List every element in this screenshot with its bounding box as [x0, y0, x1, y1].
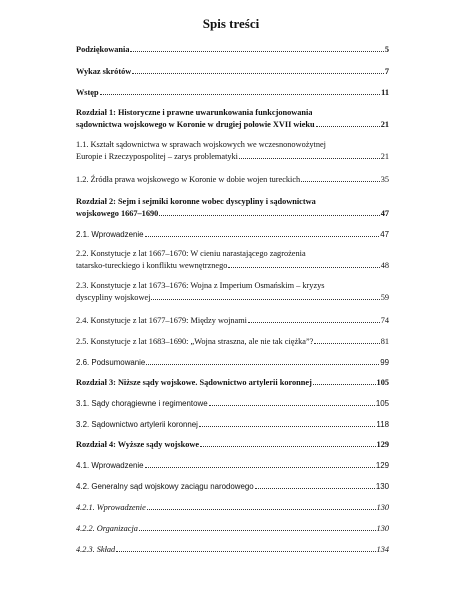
toc-page-number: 74 — [380, 316, 389, 325]
dot-leader — [145, 236, 380, 237]
toc-entry-text: 4.2.3. Skład — [76, 545, 116, 554]
dot-leader — [100, 94, 381, 95]
dot-leader — [199, 426, 375, 427]
toc-page-number: 59 — [380, 293, 389, 302]
toc-entry-text: Rozdział 4: Wyższe sądy wojskowe — [76, 440, 200, 449]
toc-entry[interactable] — [76, 315, 389, 327]
toc-page-number: 105 — [376, 378, 389, 387]
toc-entry-line — [76, 151, 389, 163]
toc-entry[interactable] — [76, 377, 389, 389]
toc-entry-text: Rozdział 3: Niższe sądy wojskowe. Sądownictwo artylerii koronnej — [76, 378, 312, 387]
toc-entry[interactable] — [76, 544, 389, 556]
toc-entry-line — [76, 87, 389, 99]
toc-entry-line — [76, 523, 389, 535]
toc-page-number: 35 — [380, 175, 389, 184]
toc-entry-text: 2.1. Wprowadzenie — [76, 230, 144, 239]
dot-leader — [228, 267, 379, 268]
toc-entry-line — [76, 107, 389, 119]
toc-entry-line — [76, 248, 389, 260]
toc-entry-text: 4.2.2. Organizacja — [76, 524, 138, 533]
toc-entry[interactable] — [76, 248, 389, 272]
dot-leader — [132, 73, 384, 74]
toc-entry-line — [76, 139, 389, 151]
page-title: Spis treści — [202, 16, 260, 31]
toc-entry-line — [76, 460, 389, 472]
toc-entry-text: 4.2.1. Wprowadzenie — [76, 503, 146, 512]
toc-entry-line — [76, 398, 389, 410]
toc-page-number: 130 — [375, 482, 389, 491]
dot-leader — [146, 364, 379, 365]
dot-leader — [147, 509, 376, 510]
toc-entry[interactable] — [76, 481, 389, 493]
toc-entry[interactable] — [76, 419, 389, 431]
toc-entry-line — [76, 280, 389, 292]
toc-entry-text: 2.4. Konstytucje z lat 1677–1679: Między wojnami — [76, 316, 247, 325]
toc-entry[interactable] — [76, 336, 389, 348]
toc-entry-line — [76, 66, 389, 78]
toc-entry[interactable] — [76, 439, 389, 451]
toc-entry[interactable] — [76, 357, 389, 369]
toc-entry-line — [76, 439, 389, 451]
toc-page-number: 7 — [384, 67, 389, 76]
dot-leader — [130, 51, 383, 52]
dot-leader — [248, 322, 380, 323]
toc-entry[interactable] — [76, 523, 389, 535]
toc-entry-line — [76, 336, 389, 348]
toc-entry-line — [76, 292, 389, 304]
toc-page-number: 129 — [375, 461, 389, 470]
toc-entry-text: Rozdział 1: Historyczne i prawne uwarunkowania funkcjonowania — [76, 108, 313, 117]
toc-entry[interactable] — [76, 87, 389, 99]
toc-entry[interactable] — [76, 229, 389, 241]
toc-entry-line — [76, 208, 389, 220]
toc-entry-line — [76, 502, 389, 514]
toc-page-number: 21 — [380, 120, 389, 129]
toc-entry-text: 1.1. Kształt sądownictwa w sprawach wojskowych we wczesnonowożytnej — [76, 140, 326, 149]
toc-page-number: 118 — [376, 420, 389, 429]
toc-entry-line — [76, 315, 389, 327]
toc-entry-line — [76, 260, 389, 272]
dot-leader — [239, 158, 380, 159]
toc-entry-text: wojskowego 1667–1690 — [76, 209, 159, 218]
dot-leader — [200, 446, 375, 447]
toc-entry-text: 2.6. Podsumowanie — [76, 358, 146, 367]
toc-page-number: 47 — [380, 209, 389, 218]
toc-page-number: 5 — [384, 45, 389, 54]
toc-entry[interactable] — [76, 398, 389, 410]
toc-entry-text: tatarsko-tureckiego i konfliktu wewnętrznego — [76, 261, 228, 270]
toc-entry-text: 4.2. Generalny sąd wojskowy zaciągu narodowego — [76, 482, 254, 491]
toc-page-number: 81 — [380, 337, 389, 346]
toc-page-number: 47 — [380, 230, 389, 239]
toc-entry-text: dyscypliny wojskowej — [76, 293, 151, 302]
toc-entry-line — [76, 174, 389, 186]
toc-entry-text: 3.1. Sądy chorągiewne i regimentowe — [76, 399, 208, 408]
toc-entry[interactable] — [76, 174, 389, 186]
toc-page-number: 11 — [381, 88, 389, 97]
dot-leader — [145, 467, 375, 468]
toc-entry[interactable] — [76, 66, 389, 78]
toc-entry-line — [76, 481, 389, 493]
dot-leader — [255, 488, 375, 489]
toc-entry-line — [76, 229, 389, 241]
toc-page-number: 130 — [376, 503, 389, 512]
dot-leader — [316, 126, 380, 127]
toc-page-number: 130 — [376, 524, 389, 533]
dot-leader — [139, 530, 376, 531]
toc-page-number: 105 — [375, 399, 389, 408]
toc-entry[interactable] — [76, 280, 389, 304]
dot-leader — [116, 551, 375, 552]
toc-page-number: 48 — [380, 261, 389, 270]
dot-leader — [151, 299, 379, 300]
toc-entry[interactable] — [76, 139, 389, 163]
toc-entry-line — [76, 44, 389, 56]
dot-leader — [314, 343, 379, 344]
toc-entry-line — [76, 196, 389, 208]
toc-entry-text: 2.5. Konstytucje z lat 1683–1690: „Wojna straszna, ale nie tak ciężka”? — [76, 337, 314, 346]
toc-entry-text: 3.2. Sądownictwo artylerii koronnej — [76, 420, 198, 429]
toc-entry-text: sądownictwa wojskowego w Koronie w drugiej połowie XVII wieku — [76, 120, 315, 129]
toc-entry-line — [76, 419, 389, 431]
toc-entry-text: 2.2. Konstytucje z lat 1667–1670: W cieniu narastającego zagrożenia — [76, 249, 306, 258]
toc-entry-text: Rozdział 2: Sejm i sejmiki koronne wobec dyscypliny i sądownictwa — [76, 197, 316, 206]
toc-page-number: 134 — [376, 545, 389, 554]
toc-entry-text: Podziękowania — [76, 45, 130, 54]
toc-entry[interactable] — [76, 502, 389, 514]
dot-leader — [209, 405, 375, 406]
toc-entry-text: Europie i Rzeczypospolitej – zarys problematyki — [76, 152, 238, 161]
toc-entry[interactable] — [76, 44, 389, 56]
dot-leader — [313, 384, 376, 385]
toc-entry-text: 4.1. Wprowadzenie — [76, 461, 144, 470]
dot-leader — [159, 215, 379, 216]
dot-leader — [301, 181, 380, 182]
toc-entry-text: Wstęp — [76, 88, 99, 97]
toc-entry-text: Wykaz skrótów — [76, 67, 132, 76]
toc-entry[interactable] — [76, 460, 389, 472]
toc-entry-text: 2.3. Konstytucje z lat 1673–1676: Wojna z Imperium Osmańskim – kryzys — [76, 281, 325, 290]
toc-entry[interactable] — [76, 196, 389, 220]
toc-entry-line — [76, 357, 389, 369]
toc-entry[interactable] — [76, 107, 389, 131]
toc-entry-text: 1.2. Źródła prawa wojskowego w Koronie w dobie wojen tureckich — [76, 175, 301, 184]
toc-entry-line — [76, 119, 389, 131]
toc-page-number: 99 — [380, 358, 389, 367]
toc-entry-line — [76, 544, 389, 556]
toc-page-number: 129 — [376, 440, 389, 449]
toc-page-number: 21 — [380, 152, 389, 161]
toc-entry-line — [76, 377, 389, 389]
